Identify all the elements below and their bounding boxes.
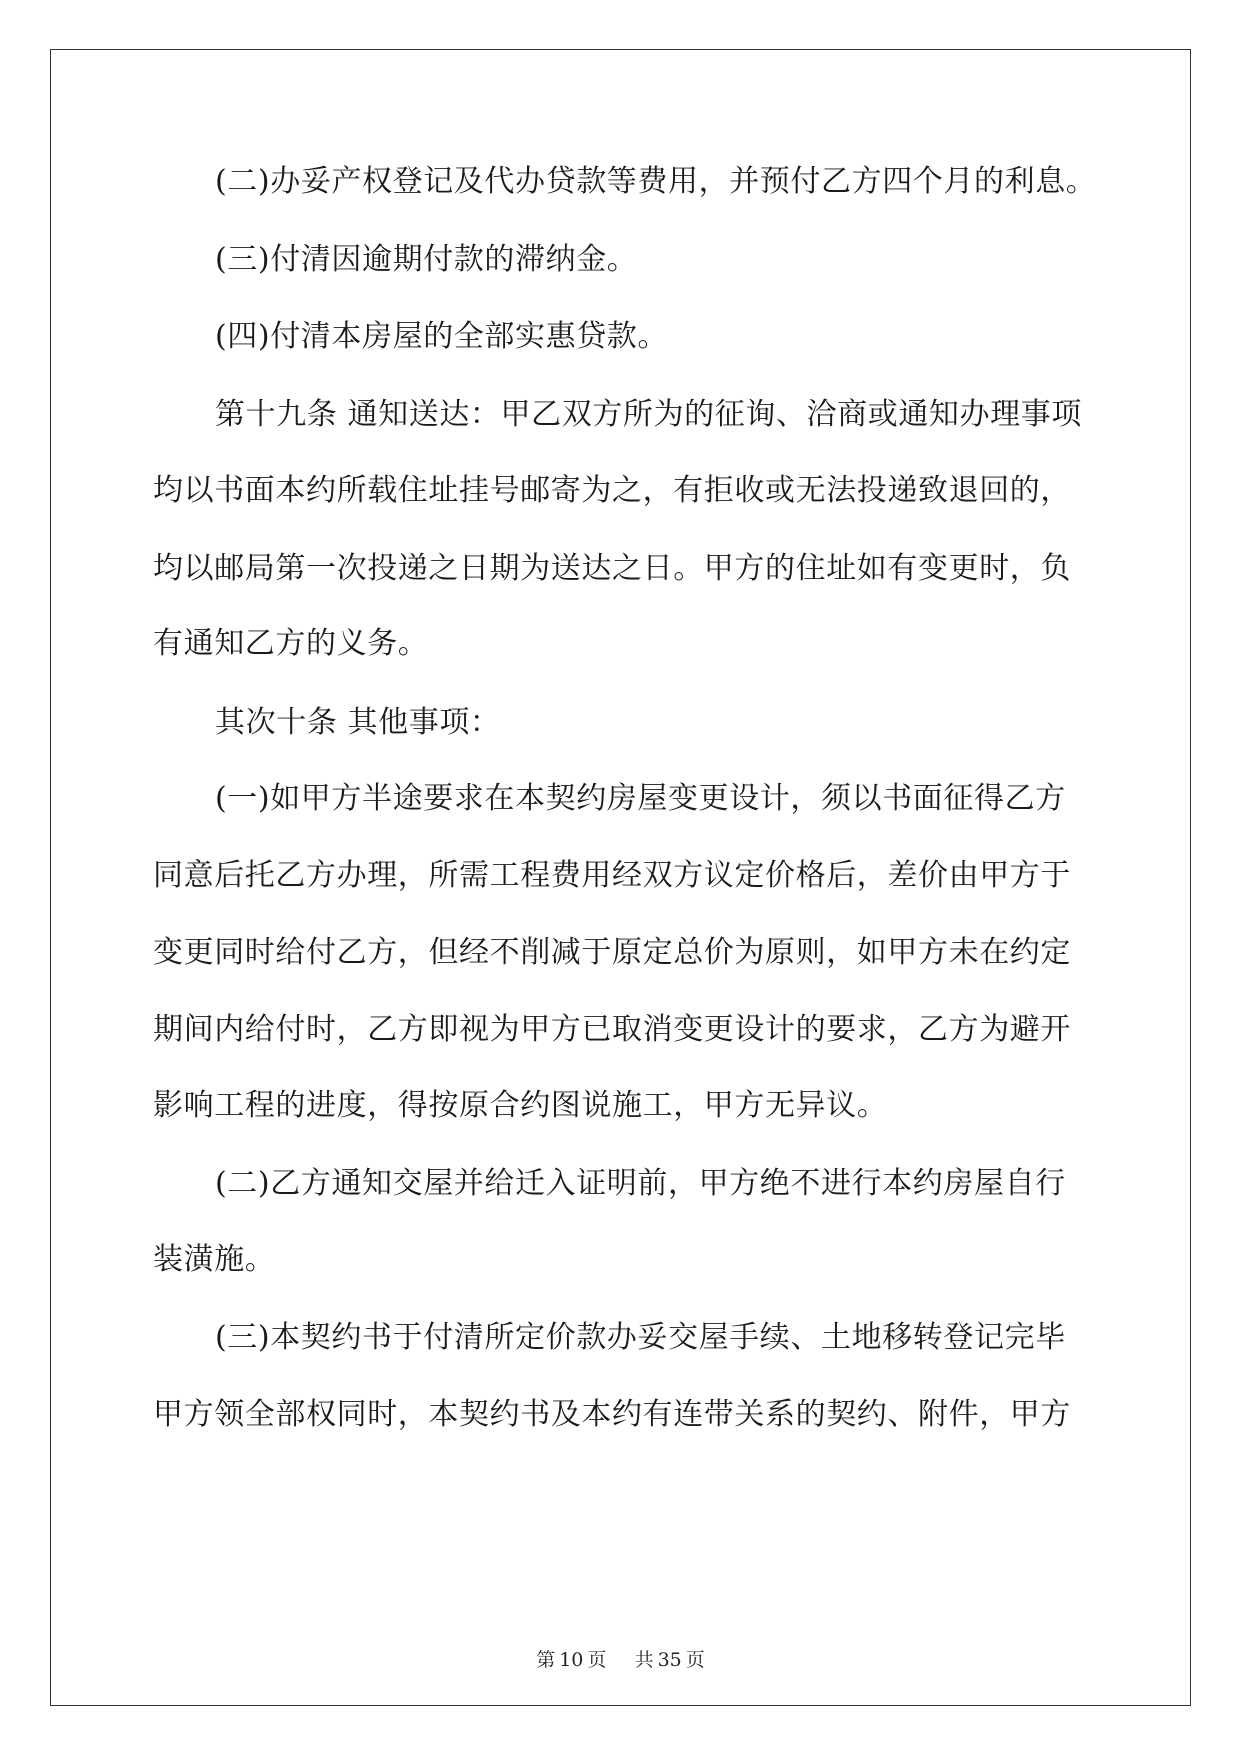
text-line: (三)本契约书于付清所定价款办妥交屋手续、土地移转登记完毕: [215, 1320, 1066, 1355]
text-line: (二)办妥产权登记及代办贷款等费用，并预付乙方四个月的利息。: [215, 164, 1097, 199]
text-line: 同意后托乙方办理，所需工程费用经双方议定价格后，差价由甲方于: [153, 858, 1071, 893]
page-prefix: 第: [536, 1649, 556, 1671]
text-line: 期间内给付时，乙方即视为甲方已取消变更设计的要求，乙方为避开: [153, 1012, 1071, 1047]
total-pages: 35: [657, 1649, 682, 1671]
text-line: 甲方领全部权同时，本契约书及本约有连带关系的契约、附件，甲方: [153, 1397, 1071, 1432]
text-line: 均以书面本约所载住址挂号邮寄为之，有拒收或无法投递致退回的，: [153, 473, 1071, 508]
text-line: 均以邮局第一次投递之日期为送达之日。甲方的住址如有变更时，负: [153, 551, 1071, 586]
total-suffix: 页: [685, 1649, 705, 1671]
text-line: (二)乙方通知交屋并给迁入证明前，甲方绝不进行本约房屋自行: [215, 1166, 1066, 1201]
text-line: (一)如甲方半途要求在本契约房屋变更设计，须以书面征得乙方: [215, 781, 1066, 816]
text-line: 其次十条 其他事项：: [215, 705, 501, 740]
text-line: 有通知乙方的义务。: [153, 626, 429, 661]
text-line: 装潢施。: [153, 1242, 276, 1277]
total-prefix: 共: [634, 1649, 654, 1671]
text-line: 影响工程的进度，得按原合约图说施工，甲方无异议。: [153, 1088, 888, 1123]
page-number: 10: [559, 1649, 584, 1671]
text-line: 第十九条 通知送达：甲乙双方所为的征询、洽商或通知办理事项: [215, 397, 1082, 432]
page-suffix: 页: [587, 1649, 607, 1671]
page-footer: [0, 1645, 1241, 1672]
text-line: 变更同时给付乙方，但经不削减于原定总价为原则，如甲方未在约定: [153, 935, 1071, 970]
text-line: (四)付清本房屋的全部实惠贷款。: [215, 319, 669, 354]
text-line: (三)付清因逾期付款的滞纳金。: [215, 242, 638, 277]
